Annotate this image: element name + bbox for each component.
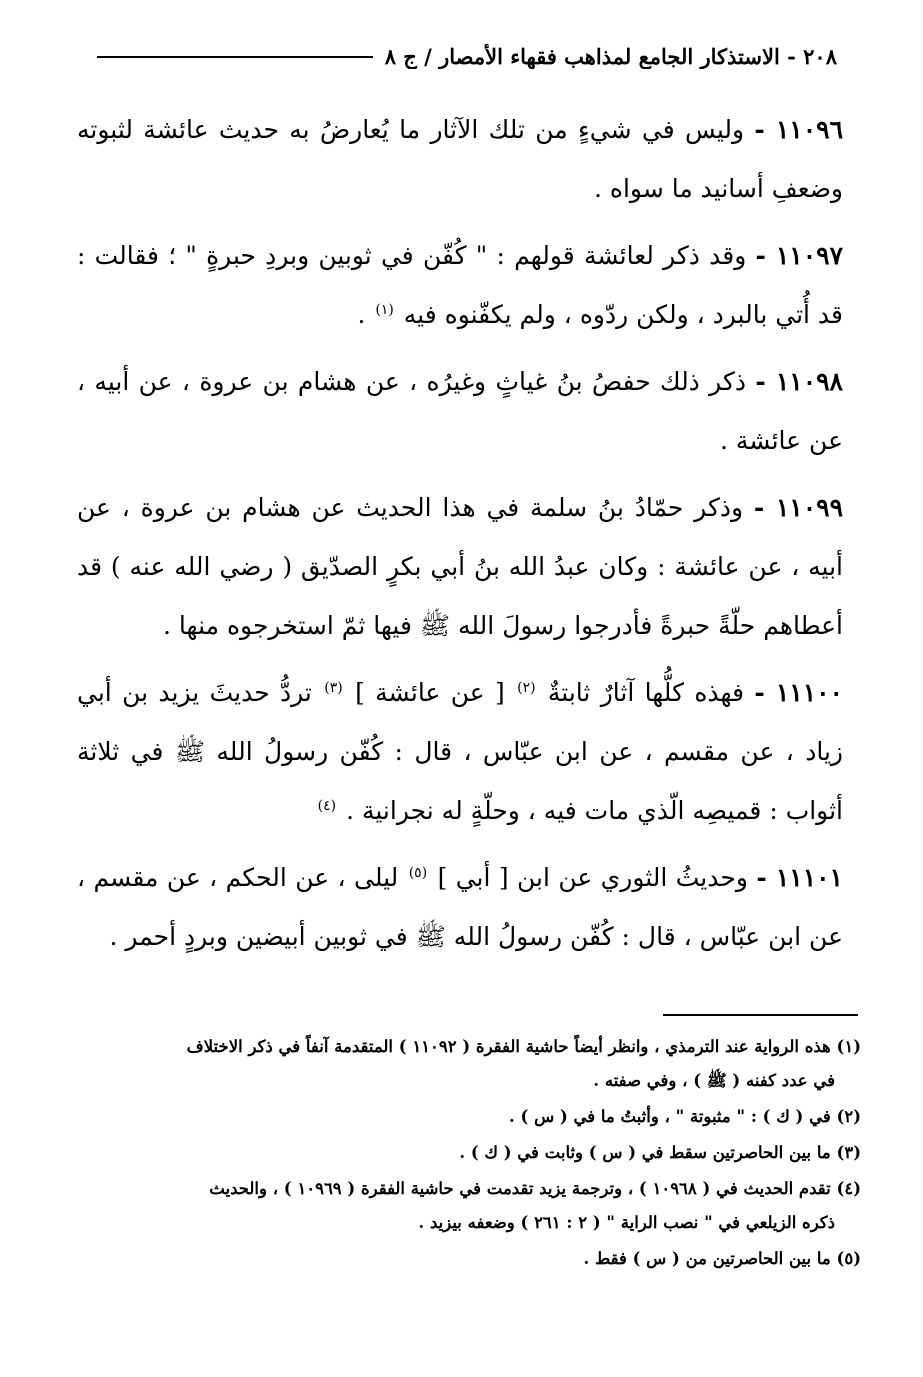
paragraph-text: وذكر حمّادُ بنُ سلمة في هذا الحديث عن هشام بن عروة ، عن أبيه ، عن عائشة : وكان عبدُ الله بنُ أبي بكرٍ الصدّيق ( رضي الله عنه ) قد أعطاهم حلّةً حبرةً فأدرجوا رسولَ الله ﷺ فيها ثمّ استخرجوه منها .: [77, 493, 843, 640]
header-rule: [97, 56, 373, 58]
paragraph-text-rest: تردُّ حديثَ يزيد بن أبي زياد ، عن مقسم ، عن ابن عبّاس ، قال : كُفّن رسولُ الله ﷺ في ثلاثة أثواب : قميصِه الّذي مات فيه ، وحلّةٍ له نجرانية .: [77, 678, 843, 825]
footnote-text: ما بين الحاصرتين من ( س ) فقط .: [583, 1249, 831, 1268]
paragraph-text-end: .: [357, 300, 366, 329]
footnote-ref[interactable]: (٥): [408, 864, 428, 881]
footnote-1: [61, 1030, 861, 1098]
paragraph-text: فهذه كلُّها آثارٌ ثابتةٌ: [547, 678, 745, 707]
footnote-text-cont: في عدد كفنه ( ﷺ ) ، وفي صفته .: [593, 1071, 835, 1090]
footnote-text: تقدم الحديث في ( ١٠٩٦٨ ) ، وترجمة يزيد تقدمت في حاشية الفقرة ( ١٠٩٦٩ ) ، والحديث: [209, 1179, 831, 1198]
footnote-number: (٤): [836, 1179, 861, 1198]
paragraph-text: وقد ذكر لعائشة قولهم : " كُفّن في ثوبين وبردِ حبرةٍ " ؛ فقالت : قد أُتي بالبرد ، ولكن ردّوه ، ولم يكفّنوه فيه: [77, 241, 843, 329]
running-head-text: ٢٠٨ - الاستذكار الجامع لمذاهب فقهاء الأمصار / ج ٨: [384, 44, 837, 69]
paragraph-text: وحديثُ الثوري عن ابن [ أبي ]: [437, 863, 748, 892]
footnote-text: في ( ك ) : " مثبوتة " ، وأثبتُ ما في ( س ) .: [509, 1107, 831, 1126]
footnote-number: (٥): [836, 1249, 861, 1268]
footnote-5: [61, 1242, 861, 1276]
running-head: [97, 44, 837, 69]
footnote-ref[interactable]: (٤): [317, 797, 337, 814]
paragraph-number: ١١١٠٠ -: [754, 678, 843, 707]
paragraph-11096: [77, 100, 843, 218]
paragraph-11100: [77, 663, 843, 840]
footnote-text: هذه الرواية عند الترمذي ، وانظر أيضاً حاشية الفقرة ( ١١٠٩٢ ) المتقدمة آنفاً في ذكر الاختلاف: [186, 1037, 831, 1056]
footnote-number: (٢): [836, 1107, 861, 1126]
paragraph-number: ١١٠٩٩ -: [753, 493, 843, 522]
paragraph-text-bracket: [ عن عائشة ]: [355, 678, 505, 707]
footnote-2: [61, 1100, 861, 1134]
paragraph-number: ١١٠٩٧ -: [755, 241, 843, 270]
footnote-number: (٣): [836, 1143, 861, 1162]
main-text: [77, 100, 843, 974]
footnote-text-cont: ذكره الزيلعي في " نصب الراية " ( ٢ : ٢٦١ ) وضعفه بيزيد .: [418, 1213, 835, 1232]
footnote-4: [61, 1172, 861, 1240]
footnote-3: [61, 1136, 861, 1170]
paragraph-number: ١١١٠١ -: [756, 863, 843, 892]
paragraph-11098: [77, 352, 843, 470]
paragraph-text: وليس في شيءٍ من تلك الآثار ما يُعارضُ به حديث عائشة لثبوته وضعفِ أسانيد ما سواه .: [77, 115, 843, 203]
footnote-ref[interactable]: (٢): [517, 679, 536, 696]
footnotes: [61, 1030, 861, 1278]
footnote-text: ما بين الحاصرتين سقط في ( س ) وثابت في ( ك ) .: [459, 1143, 831, 1162]
paragraph-11099: [77, 478, 843, 655]
paragraph-text: ذكر ذلك حفصُ بنُ غياثٍ وغيرُه ، عن هشام بن عروة ، عن أبيه ، عن عائشة .: [77, 367, 843, 455]
paragraph-11101: [77, 848, 843, 966]
paragraph-text-rest: ليلى ، عن الحكم ، عن مقسم ، عن ابن عبّاس ، قال : كُفّن رسولُ الله ﷺ في ثوبين أبيضين وبردٍ أحمر .: [77, 863, 843, 951]
paragraph-number: ١١٠٩٦ -: [754, 115, 843, 144]
footnote-separator: [663, 1014, 858, 1016]
paragraph-number: ١١٠٩٨ -: [755, 367, 843, 396]
paragraph-11097: [77, 226, 843, 344]
footnote-ref[interactable]: (٣): [324, 679, 343, 696]
footnote-number: (١): [836, 1037, 861, 1056]
footnote-ref[interactable]: (١): [375, 301, 394, 318]
